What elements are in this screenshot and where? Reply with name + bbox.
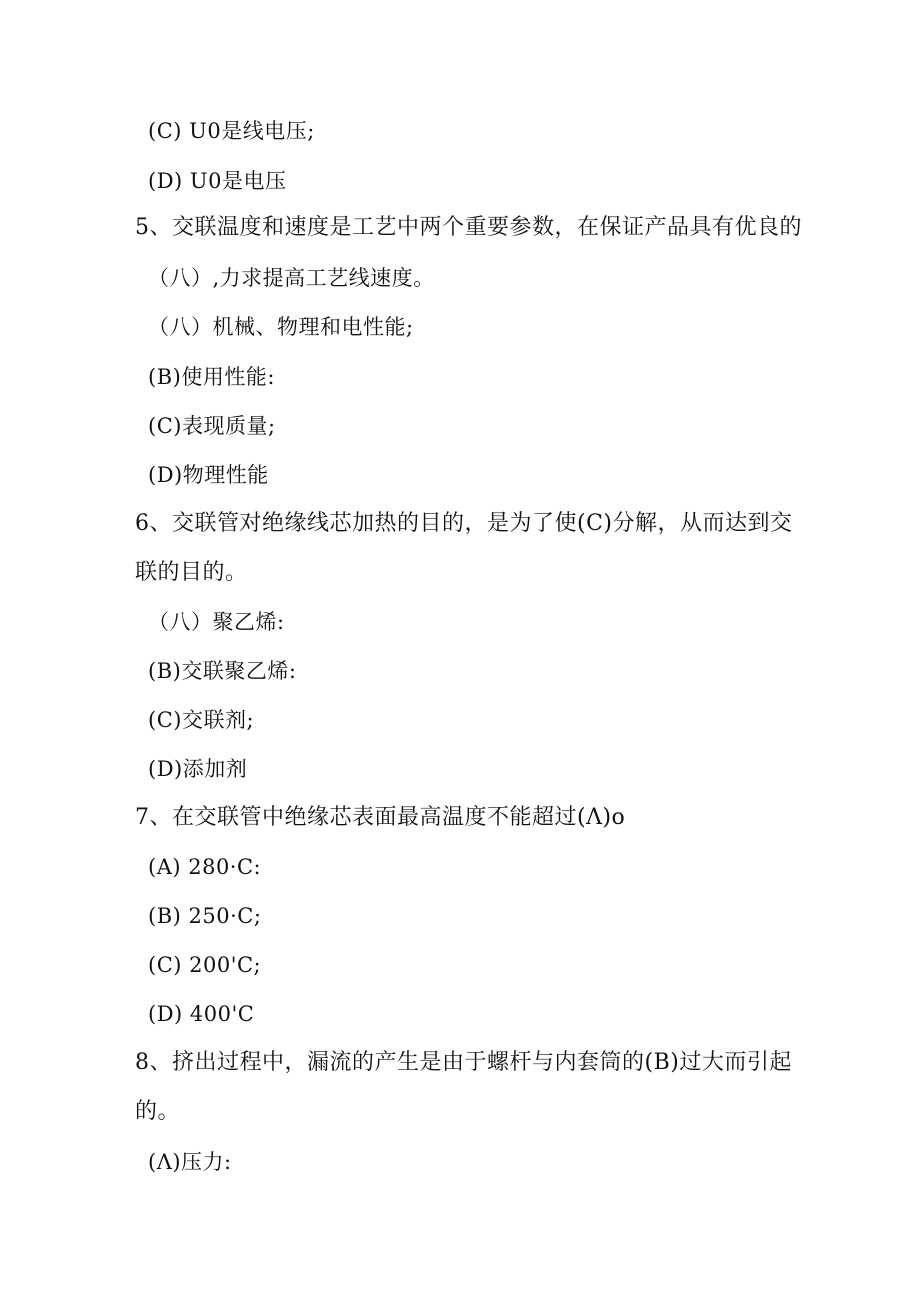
q7-option-d: (D) 400'C (148, 1002, 255, 1026)
q5-option-d: (D)物理性能 (148, 463, 269, 487)
q6-option-b: (B)交联聚乙烯: (148, 659, 297, 683)
q5-option-c: (C)表现质量; (148, 414, 276, 438)
q8-stem-line2: 的。 (135, 1099, 181, 1124)
q5-option-b: (B)使用性能: (148, 365, 275, 389)
q7-stem-line1: 7、在交联管中绝缘芯表面最高温度不能超过(Λ)o (135, 805, 626, 830)
q7-option-c: (C) 200'C; (148, 953, 262, 977)
q6-stem-line1: 6、交联管对绝缘线芯加热的目的，是为了使(C)分解，从而达到交 (135, 511, 793, 536)
q4-option-c: (C) U0是线电压; (148, 119, 315, 143)
q7-option-a: (A) 280·C: (148, 855, 262, 879)
q7-option-b: (B) 250·C; (148, 904, 262, 928)
q4-option-d: (D) U0是电压 (148, 169, 287, 193)
q6-option-a: （八）聚乙烯: (148, 610, 285, 634)
q5-stem-line2: （八）,力求提高工艺线速度。 (148, 266, 435, 290)
q6-stem-line2: 联的目的。 (135, 560, 248, 585)
q8-option-a: (Λ)压力: (148, 1150, 232, 1174)
q5-option-a: （八）机械、物理和电性能; (148, 315, 414, 339)
q6-option-d: (D)添加剂 (148, 757, 248, 781)
q8-stem-line1: 8、挤出过程中，漏流的产生是由于螺杆与内套筒的(B)过大而引起 (135, 1050, 792, 1075)
q6-option-c: (C)交联剂; (148, 708, 255, 732)
q5-stem-line1: 5、交联温度和速度是工艺中两个重要参数，在保证产品具有优良的 (135, 215, 802, 240)
